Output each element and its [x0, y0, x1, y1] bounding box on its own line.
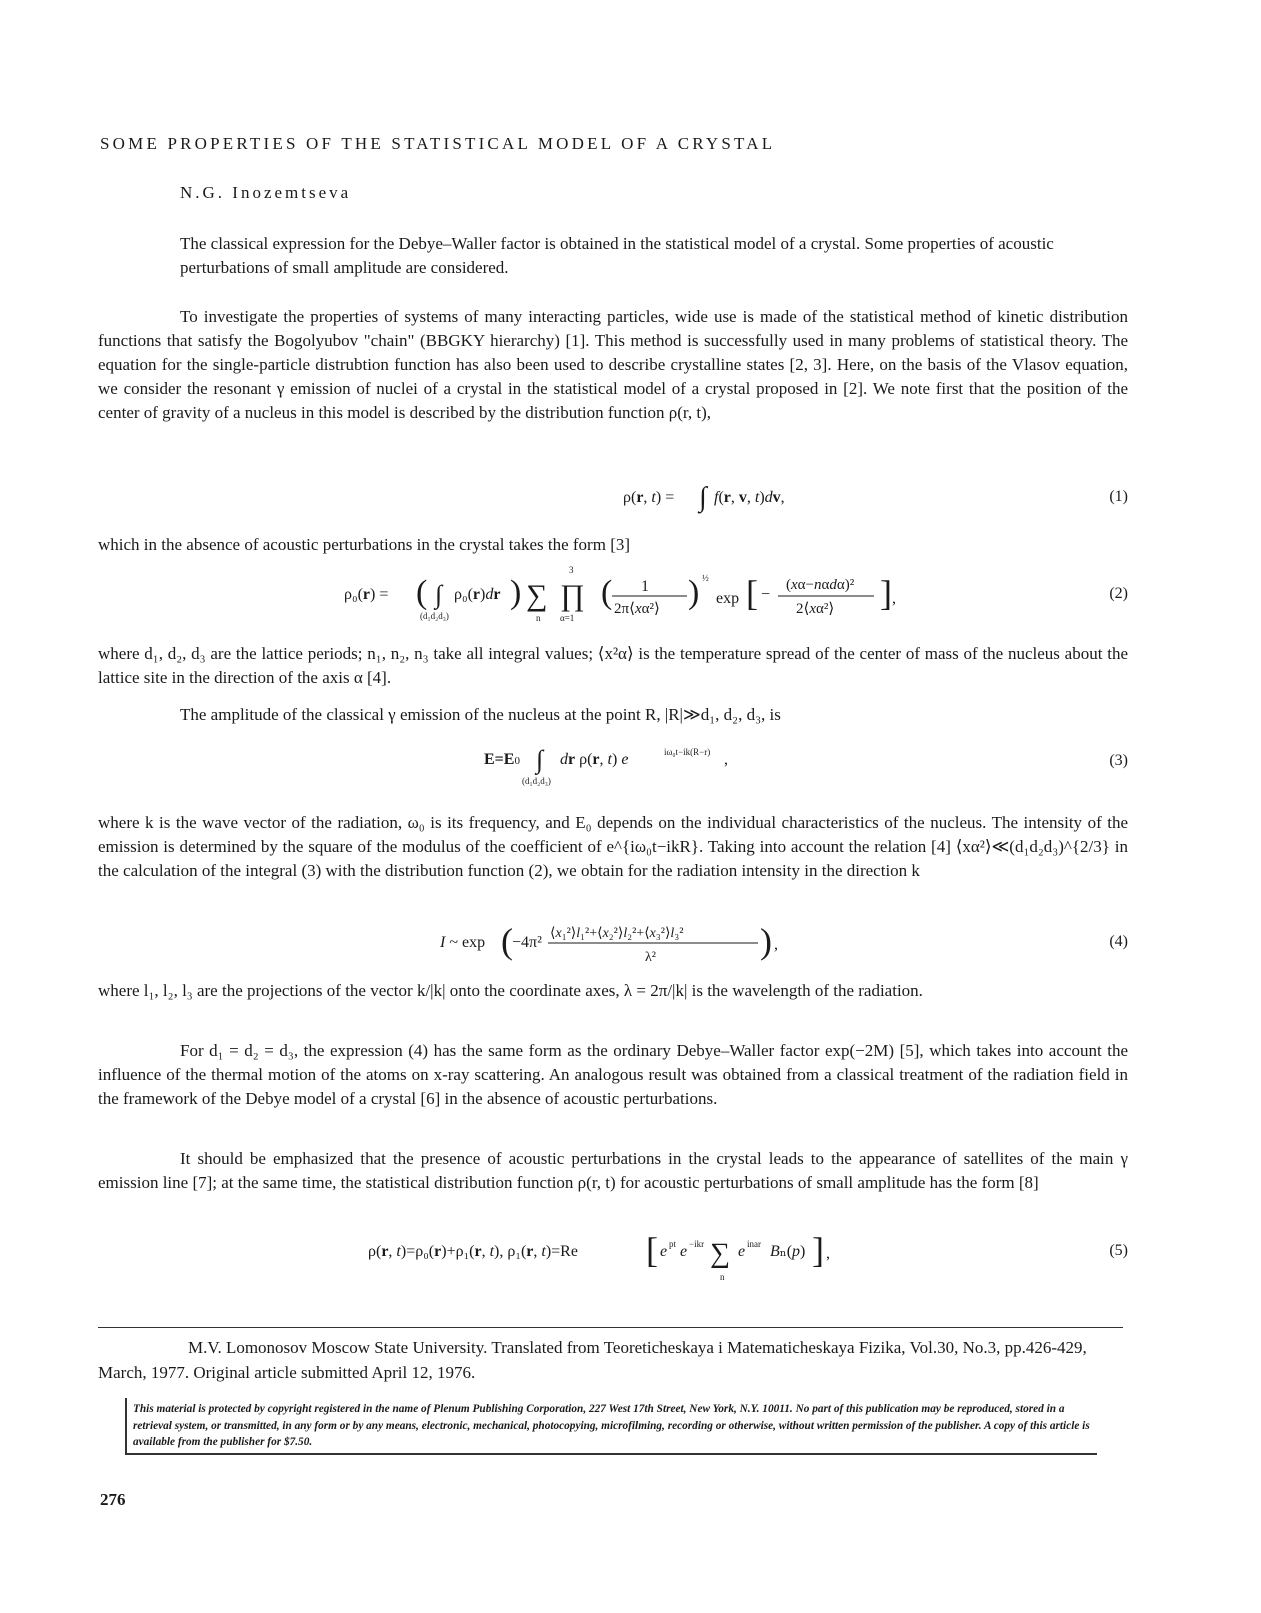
svg-text:(: (	[501, 921, 513, 961]
svg-text:(d₁d₂d₃): (d₁d₂d₃)	[522, 776, 551, 786]
svg-text:∫: ∫	[699, 482, 707, 513]
paragraph-2: which in the absence of acoustic perturbations in the crystal takes the form [3]	[98, 535, 631, 554]
equation-2	[98, 563, 1128, 628]
svg-text:−: −	[761, 586, 771, 603]
equation-4-number: (4)	[1109, 933, 1128, 950]
svg-text:exp: exp	[716, 590, 740, 607]
equation-4	[98, 915, 1128, 970]
svg-text:(: (	[601, 574, 613, 611]
svg-text:2π⟨xα²⟩: 2π⟨xα²⟩	[614, 601, 660, 617]
paper-title: SOME PROPERTIES OF THE STATISTICAL MODEL OF A CRYSTAL	[100, 134, 776, 153]
equation-2-number: (2)	[1109, 585, 1128, 602]
svg-text:I ~ exp: I ~ exp	[440, 934, 486, 951]
svg-text:ρ₀(r)dr: ρ₀(r)dr	[454, 586, 501, 603]
equation-5-number: (5)	[1109, 1242, 1128, 1259]
equation-5-formula	[98, 1228, 1128, 1283]
paragraph-4: The amplitude of the classical γ emission of the nucleus at the point R, |R|≫d₁, d₂, d₃, is	[180, 705, 781, 724]
author-name: N.G. Inozemtseva	[180, 183, 352, 202]
equation-3-formula	[98, 738, 1128, 788]
equation-4-formula	[98, 915, 1128, 970]
equation-1-number: (1)	[1109, 488, 1128, 505]
svg-text:α=1: α=1	[560, 613, 575, 623]
svg-text:∏: ∏	[560, 579, 585, 612]
svg-text:e: e	[738, 1243, 746, 1260]
svg-text:∑: ∑	[710, 1238, 730, 1269]
svg-text:,: ,	[774, 936, 778, 953]
svg-text:(xα−nαdα)²: (xα−nαdα)²	[786, 577, 855, 593]
svg-text:inar: inar	[747, 1239, 761, 1249]
abstract: The classical expression for the Debye–Waller factor is obtained in the statistical model of a crystal. Some properties of acoustic perturbations of small amplitude are considered.	[180, 234, 1054, 277]
svg-text:(: (	[416, 574, 428, 611]
svg-text:n: n	[536, 613, 541, 623]
equation-2-formula	[98, 563, 1128, 628]
svg-text:e: e	[680, 1243, 688, 1260]
svg-text:e: e	[660, 1243, 668, 1260]
paragraph-8: It should be emphasized that the presence of acoustic perturbations in the crystal leads to the appearance of satellites of the main γ emission line [7]; at the same time, the statistical distribution function ρ(r, t) for acoustic perturbations of small amplitude has the form [8]	[98, 1149, 1128, 1192]
svg-text:ρ₀(r) =: ρ₀(r) =	[344, 586, 389, 603]
svg-text:∫: ∫	[435, 580, 443, 609]
svg-text:,: ,	[826, 1245, 830, 1262]
copyright-notice	[125, 1398, 1097, 1455]
copyright-text: This material is protected by copyright registered in the name of Plenum Publishing Corporation, 227 West 17th Street, New York, N.Y. 10011. No part of this publication may be reproduced, stored in a retrieval system, or transmitted, in any form or by any means, electronic, mechanical, photocopying, microfilming, recording or otherwise, without written permission of the publisher. A copy of this article is available from the publisher for $7.50.	[133, 1403, 1090, 1448]
equation-3-number: (3)	[1109, 752, 1128, 769]
svg-text:ρ(r, t)=ρ₀(r)+ρ₁(r, t), ρ₁(r,: ρ(r, t)=ρ₀(r)+ρ₁(r, t), ρ₁(r, t)=Re	[368, 1243, 578, 1260]
svg-text:1: 1	[641, 578, 649, 595]
svg-text:pt: pt	[669, 1239, 677, 1249]
svg-text:[: [	[646, 1230, 658, 1270]
page-number: 276	[100, 1490, 126, 1509]
affiliation-footnote: M.V. Lomonosov Moscow State University. Translated from Teoreticheskaya i Matematicheskaya Fizika, Vol.30, No.3, pp.426-429, March, 1977. Original article submitted April 12, 1976.	[98, 1338, 1087, 1382]
svg-text:∫: ∫	[536, 745, 544, 774]
svg-text:): )	[688, 574, 700, 611]
svg-text:,: ,	[892, 590, 896, 607]
svg-text:Bₙ(p): Bₙ(p)	[770, 1243, 806, 1260]
paragraph-7: For d₁ = d₂ = d₃, the expression (4) has the same form as the ordinary Debye–Waller factor exp(−2M) [5], which takes into account the influence of the thermal motion of the atoms on x-ray scattering. An analogous result was obtained from a classical treatment of the radiation field in the framework of the Debye model of a crystal [6] in the absence of acoustic perturbations.	[98, 1041, 1128, 1108]
paragraph-6: where l₁, l₂, l₃ are the projections of the vector k/|k| onto the coordinate axes, λ = 2π/|k| is the wavelength of the radiation.	[98, 981, 923, 1000]
svg-text:,: ,	[724, 751, 728, 768]
equation-1	[98, 480, 1128, 530]
svg-text:[: [	[746, 573, 758, 613]
svg-text:3: 3	[569, 565, 574, 575]
equation-3	[98, 738, 1128, 788]
svg-text:⟨x₁²⟩l₁²+⟨x₂²⟩l₂²+⟨x₃²⟩l₃²: ⟨x₁²⟩l₁²+⟨x₂²⟩l₂²+⟨x₃²⟩l₃²	[550, 926, 684, 941]
paragraph-3: where d₁, d₂, d₃ are the lattice periods; n₁, n₂, n₃ take all integral values; ⟨x²α⟩ is the temperature spread of the center of mass of the nucleus about the lattice site in the direction of the axis α [4].	[98, 644, 1128, 687]
svg-text:iω₀t−ik(R−r): iω₀t−ik(R−r)	[664, 747, 711, 757]
svg-text:λ²: λ²	[645, 950, 656, 965]
svg-text:dr ρ(r, t) e: dr ρ(r, t) e	[560, 751, 629, 768]
paragraph-5: where k is the wave vector of the radiation, ω₀ is its frequency, and E₀ depends on the individual characteristics of the nucleus. The intensity of the emission is determined by the square of the modulus of the coefficient of e^{iω₀t−ikR}. Taking into account the relation [4] ⟨xα²⟩≪(d₁d₂d₃)^{2/3} in the calculation of the integral (3) with the distribution function (2), we obtain for the radiation intensity in the direction k	[98, 813, 1128, 880]
svg-text:½: ½	[702, 573, 709, 583]
equation-1-formula	[98, 480, 1128, 520]
equation-5	[98, 1228, 1128, 1283]
svg-text:(d₁d₂d₃): (d₁d₂d₃)	[420, 611, 449, 621]
svg-text:n: n	[720, 1272, 725, 1282]
svg-text:]: ]	[880, 573, 892, 613]
footnote-rule	[98, 1327, 1123, 1328]
svg-text:2⟨xα²⟩: 2⟨xα²⟩	[796, 601, 835, 617]
svg-text:ρ(r, t) =: ρ(r, t) =	[623, 489, 675, 506]
svg-text:): )	[510, 574, 522, 611]
svg-text:E=E0: E=E0	[484, 751, 520, 768]
paragraph-1: To investigate the properties of systems of many interacting particles, wide use is made of the statistical method of kinetic distribution functions that satisfy the Bogolyubov "chain" (BBGKY hierarchy) [1]. This method is successfully used in many problems of statistical theory. The equation for the single-particle distrubtion function has also been used to describe crystalline states [2, 3]. Here, on the basis of the Vlasov equation, we consider the resonant γ emission of nuclei of a crystal in the statistical model of a crystal proposed in [2]. We note first that the position of the center of gravity of a nucleus in this model is described by the distribution function ρ(r, t),	[98, 307, 1128, 422]
svg-text:−4π²: −4π²	[512, 934, 542, 951]
svg-text:]: ]	[812, 1230, 824, 1270]
svg-text:∑: ∑	[526, 579, 548, 612]
svg-text:−ikr: −ikr	[689, 1239, 705, 1249]
svg-text:): )	[760, 921, 772, 961]
svg-text:f(r, v, t)dv,: f(r, v, t)dv,	[714, 489, 785, 506]
